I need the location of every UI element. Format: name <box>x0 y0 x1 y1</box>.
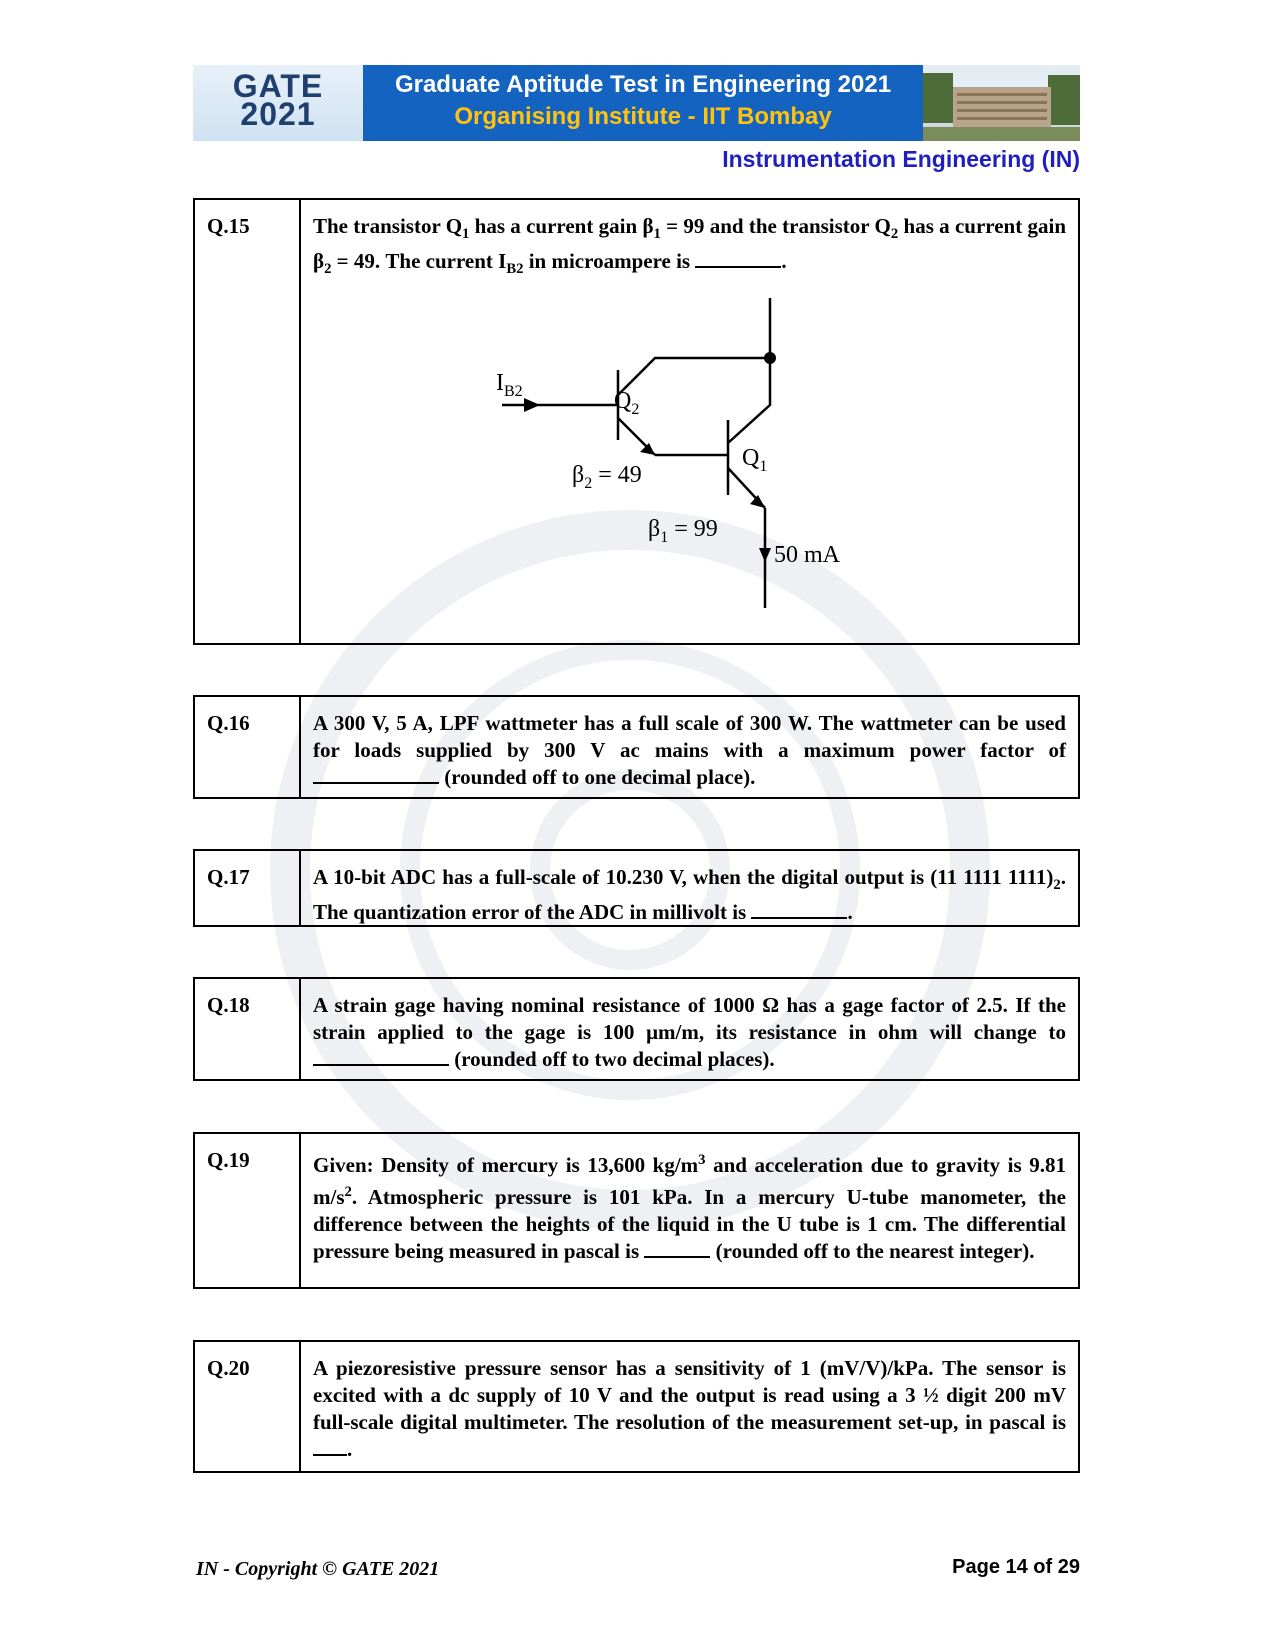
answer-blank[interactable] <box>313 764 439 784</box>
campus-building-icon <box>923 65 1080 141</box>
banner-title: Graduate Aptitude Test in Engineering 2021 <box>394 71 892 98</box>
question-number: Q.16 <box>195 697 301 797</box>
q2-label: $Q_2$ <box>614 388 640 418</box>
logo-text-bottom: 2021 <box>240 96 316 132</box>
output-current-label: 50 mA <box>774 542 840 568</box>
question-text: A 300 V, 5 A, LPF wattmeter has a full scale of 300 W. The wattmeter can be used for loads supplied by 300 V ac mains with a maximum power factor of (rounded off to one decimal place). <box>313 711 1066 789</box>
beta1-label: $\beta_1 = 99$ <box>648 516 718 546</box>
question-box-18 <box>193 977 1080 1081</box>
beta2-label: $\beta_2 = 49$ <box>572 462 642 492</box>
q1-label: $Q_1$ <box>742 445 768 475</box>
question-box-16 <box>193 695 1080 799</box>
question-number: Q.15 <box>195 200 301 643</box>
question-text: A piezoresistive pressure sensor has a sensitivity of 1 (mV/V)/kPa. The sensor is excited with a dc supply of 10 V and the output is read using a 3 ½ digit 200 mV full-scale digital multimeter. The resolution of the measurement set-up, in pascal is . <box>313 1356 1066 1461</box>
q1-collector <box>728 358 770 443</box>
footer-copyright: IN - Copyright © GATE 2021 <box>196 1558 440 1580</box>
question-number: Q.20 <box>195 1342 301 1471</box>
junction-dot <box>764 352 776 364</box>
ib2-label: $I_{B2}$ <box>496 370 523 400</box>
banner-subtitle: Organising Institute - IIT Bombay <box>454 103 832 130</box>
paper-title: Instrumentation Engineering (IN) <box>722 146 1080 172</box>
question-box-20 <box>193 1340 1080 1473</box>
ib2-arrow-icon <box>524 398 540 412</box>
question-number: Q.17 <box>195 851 301 925</box>
header-banner <box>193 65 1080 141</box>
question-box-17 <box>193 849 1080 927</box>
question-text: A 10-bit ADC has a full-scale of 10.230 V, when the digital output is (11 1111 $1111)_2$. The quantization error of the ADC in millivolt is . <box>313 865 1066 925</box>
campus-photo <box>923 65 1080 141</box>
question-number: Q.19 <box>195 1134 301 1287</box>
answer-blank[interactable] <box>313 1046 449 1066</box>
q2-collector <box>618 358 770 395</box>
current-arrow-icon <box>759 548 771 562</box>
question-text: A strain gage having nominal resistance of 1000 Ω has a gage factor of 2.5. If the strain applied to the gage is 100 μm/m, its resistance in ohm will change to (rounded off to two decimal places). <box>313 993 1066 1071</box>
answer-blank[interactable] <box>751 899 847 919</box>
logo-text-top: GATE <box>232 68 324 104</box>
question-box-19 <box>193 1132 1080 1289</box>
answer-blank[interactable] <box>695 248 781 268</box>
question-number: Q.18 <box>195 979 301 1079</box>
question-text: The transistor $Q_1$ has a current gain $\beta_1 = 99$ and the transistor $Q_2$ has a current gain $\beta_2 = 49$. The current $I_{B2}$ in microampere is . <box>313 214 1067 278</box>
q2-emitter-arrow-icon <box>640 443 655 455</box>
answer-blank[interactable] <box>644 1238 710 1258</box>
darlington-circuit-diagram <box>490 290 890 620</box>
banner-title-box <box>363 65 923 141</box>
gate-logo <box>193 65 363 141</box>
question-text: Given: Density of mercury is 13,600 $kg/m^3$ and acceleration due to gravity is 9.81 $m/s^2$. Atmospheric pressure is 101 kPa. In a mercury U-tube manometer, the difference between the heights of the liquid in the U tube is 1 cm. The differential pressure being measured in pascal is (rounded off to the nearest integer). <box>313 1152 1066 1263</box>
footer-page-number: Page 14 of 29 <box>952 1556 1080 1578</box>
answer-blank[interactable] <box>313 1436 347 1456</box>
q1-emitter-arrow-icon <box>750 495 765 508</box>
